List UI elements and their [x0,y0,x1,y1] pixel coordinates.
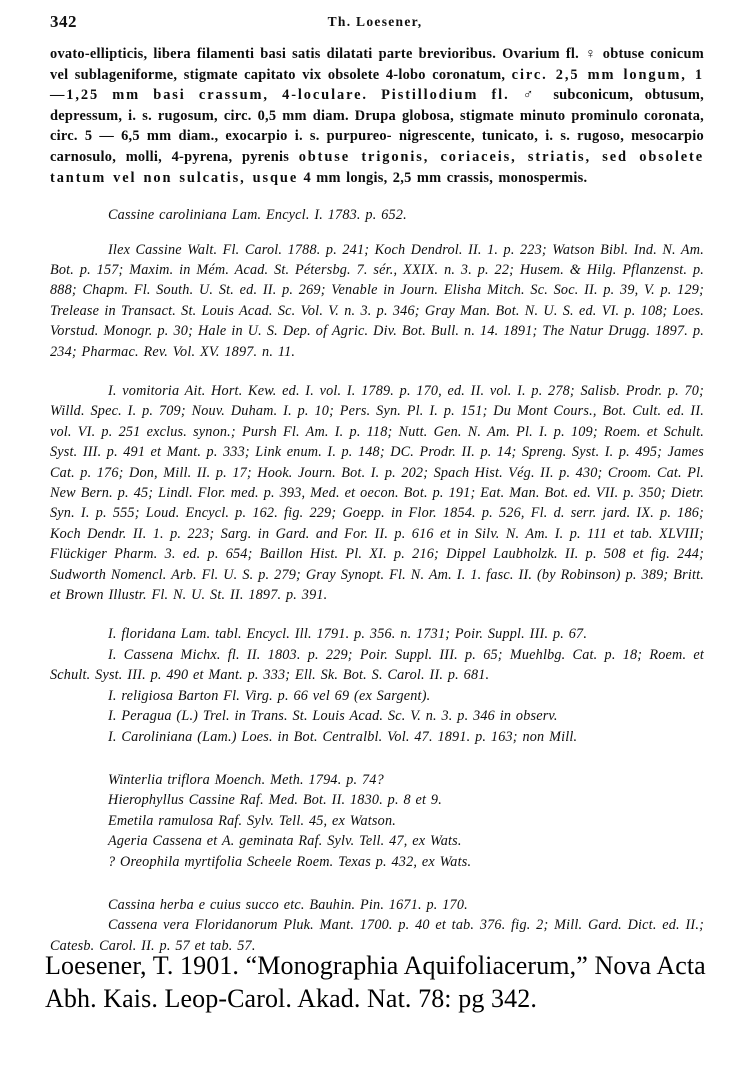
synonymy-entry: Cassena vera Floridanorum Pluk. Mant. 1700. p. 40 et tab. 376. fig. 2; Mill. Gard. Dict. ed. II.; Catesb. Carol. II. p. 57 et tab. 57. [50,917,704,954]
synonymy-entry: I. Caroliniana (Lam.) Loes. in Bot. Centralbl. Vol. 47. 1891. p. 163; non Mill. [108,728,578,745]
source-citation-caption: Loesener, T. 1901. “Monographia Aquifoliacerum,” Nova Acta Abh. Kais. Leop-Carol. Akad. Nat. 78: pg 342. [45,951,706,1013]
synonymy-entry: Cassine caroliniana Lam. Encycl. I. 1783. p. 652. [108,207,407,224]
synonymy-entry: Ageria Cassena et A. geminata Raf. Sylv. Tell. 47, ex Wats. [108,833,462,850]
synonymy-entry: I. religiosa Barton Fl. Virg. p. 66 vel 69 (ex Sargent). [108,687,431,704]
species-description-paragraph [50,44,704,188]
synonymy-block-winterlia [50,770,704,872]
synonymy-entry: I. Peragua (L.) Trel. in Trans. St. Louis Acad. Sc. V. n. 3. p. 346 in observ. [108,708,558,725]
page-folio-number: 342 [50,12,77,31]
description-line: obtuse trigonis, coriaceis, striatis, sed obsolete tantum vel non sulcatis, usque [50,148,704,186]
description-line: ovato-ellipticis, libera filamenti basi satis dilatati parte brevioribus. Ovarium fl. ♀ [50,46,597,62]
synonymy-entry: Cassina herba e cuius succo etc. Bauhin. Pin. 1671. p. 170. [108,896,468,913]
description-line: obtuse conicum vel sublageniforme, stigmate capitato vix obsolete 4-lobo coronatum, [50,46,704,83]
running-title: Th. Loesener, [327,14,423,29]
synonymy-entry: Hierophyllus Cassine Raf. Med. Bot. II. 1830. p. 8 et 9. [108,792,442,809]
synonymy-block-i-vomitoria [50,381,704,605]
description-line: subconicum, obtusum, depressum, i. s. rugosum, circ. 0,5 mm diam. Drupa globosa, [50,87,704,124]
synonymy-block-cassine-caroliniana [50,205,704,225]
synonymy-block-cassina-herba [50,895,704,956]
description-line: nigrescente, tunicato, i. s. rugoso, mesocarpio carnosulo, molli, 4-pyrena, pyrenis [50,128,705,165]
description-line: circ. 2,5 mm longum, 1—1,25 mm basi crassum, 4-loculare. Pistillodium fl. ♂ [50,66,704,104]
description-line: stigmate minuto prominulo coronata, circ. 5 — 6,5 mm diam., exocarpio i. s. purpureo- [50,107,704,145]
synonymy-entry: I. vomitoria Ait. Hort. Kew. ed. I. vol. I. 1789. p. 170, ed. II. vol. I. p. 278; Salisb. Prodr. p. 70; Willd. Spec. I. p. 709; Nouv. Duham. I. p. 10; Pers. Syn. Pl. I. p. 151; Du Mont Cours., Bot. Cult. ed. II. vol. VI. p. 251 exclus. synon.; Pursh Fl. Am. I. p. 118; Nutt. Gen. N. Am. Pl. I. p. 109; Roem. et Schult. Syst. III. p. 491 et Mant. p. 333; Link enum. I. p. 148; DC. Prodr. II. p. 14; Spreng. Syst. I. p. 495; James Cat. p. 176; Don, Mill. II. p. 17; Hook. Journ. Bot. I. p. 202; Spach Hist. Vég. II. p. 430; Croom. Cat. Pl. New Bern. p. 45; Lindl. Flor. med. p. 393, Med. et oecon. Bot. p. 191; Eat. Man. Bot. ed. VII. p. 350; Dietr. Syn. I. p. 555; Loud. Encycl. p. 162. fig. 229; Goepp. in Flor. 1854. p. 526, Fl. d. serr. jard. IX. p. 186; Koch Dendr. II. 1. p. 223; Sarg. in Gard. and For. II. p. 616 et in Silv. N. Am. I. p. 111 et tab. XLVIII; Flückiger Pharm. 3. ed. p. 654; Baillon Hist. Pl. XI. p. 216; Dippel Laubholzk. II. p. 508 et fig. 244; Sudworth Nomencl. Arb. Fl. U. S. p. 279; Gray Synopt. Fl. N. Am. I. 1. fasc. II. (by Robinson) p. 389; Britt. et Brown Illustr. Fl. N. U. St. II. 1897. p. 391. [50,383,704,604]
synonymy-block-ilex-cassine [50,240,704,362]
synonymy-entry: I. Cassena Michx. fl. II. 1803. p. 229; Poir. Suppl. III. p. 65; Muehlbg. Cat. p. 18; Roem. et Schult. Syst. III. p. 490 et Mant. p. 333; Ell. Sk. Bot. S. Carol. II. p. 681. [50,646,704,684]
synonymy-entry: I. floridana Lam. tabl. Encycl. Ill. 1791. p. 356. n. 1731; Poir. Suppl. III. p. 67. [108,626,588,643]
description-line: 4 mm longis, 2,5 mm crassis, monospermis. [303,169,588,186]
synonymy-entry: Ilex Cassine Walt. Fl. Carol. 1788. p. 241; Koch Dendrol. II. 1. p. 223; Watson Bibl. Ind. N. Am. Bot. p. 157; Maxim. in Mém. Acad. St. Pétersbg. 7. sér., XXIX. n. 3. p. 22; Husem. & Hilg. Pflanzenst. p. 888; Chapm. Fl. South. U. St. ed. II. p. 269; Venable in Journ. Elisha Mitch. Sc. Soc. II. p. 39, V. p. 129; Trelease in Transact. St. Louis Acad. Sc. Vol. V. n. 3. p. 346; Gray Man. Bot. N. U. S. ed. VI. p. 108; Loes. Vorstud. Monogr. p. 30; Hale in U. S. Dep. of Agric. Div. Bot. Bull. n. 14. 1891; The Natur Drugg. 1897. p. 234; Pharmac. Rev. Vol. XV. 1897. n. 11. [50,241,704,360]
synonymy-entry: ? Oreophila myrtifolia Scheele Roem. Texas p. 432, ex Wats. [108,853,472,870]
synonymy-entry: Emetila ramulosa Raf. Sylv. Tell. 45, ex Watson. [108,812,396,829]
running-head [50,12,700,32]
page-body-column [50,44,704,956]
synonymy-entry: Winterlia triflora Moench. Meth. 1794. p. 74? [108,771,384,788]
synonymy-block-i-floridana [50,624,704,746]
